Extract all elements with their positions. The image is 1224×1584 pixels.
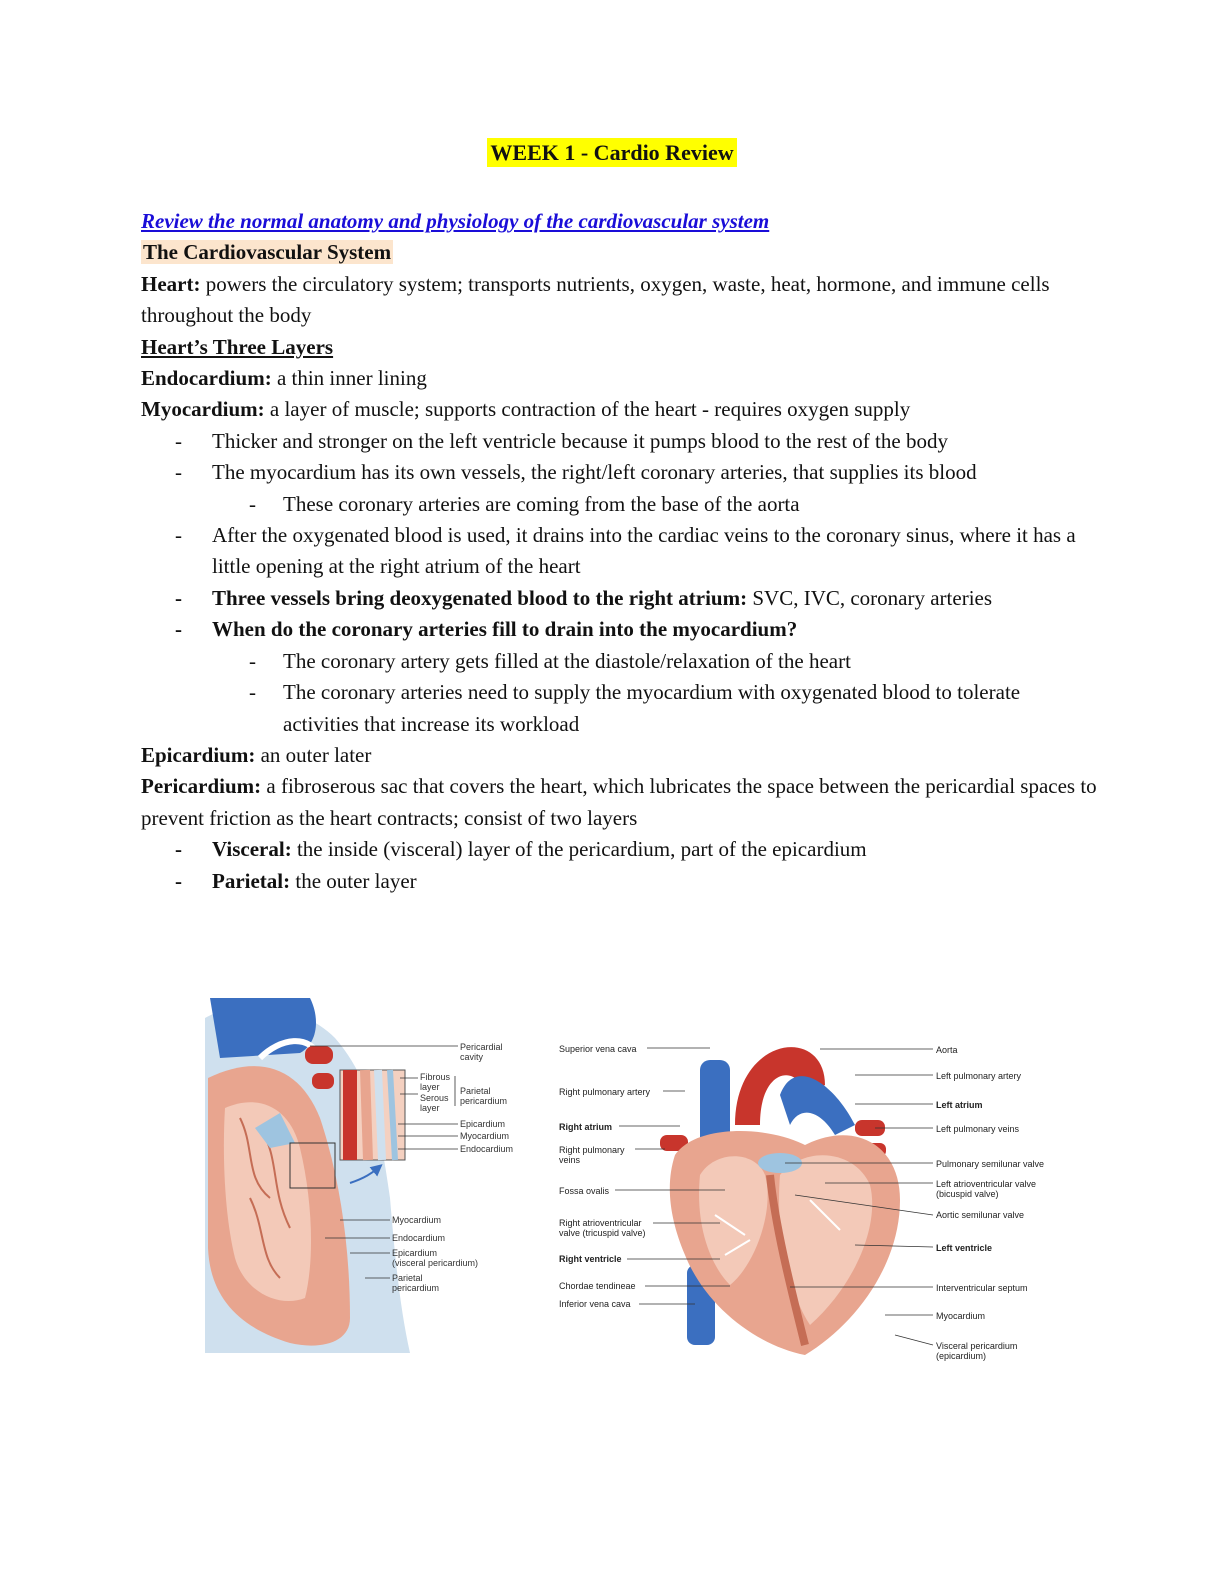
label-epicardium: Epicardium [460,1119,506,1129]
label-myocardium-r: Myocardium [936,1311,986,1321]
vessel-red-2 [312,1073,334,1089]
sub-list-item: - The coronary arteries need to supply the myocardium with oxygenated blood to tolerate activities that increase its workload [249,680,1021,736]
list-item: - Thicker and stronger on the left ventricle because it pumps blood to the rest of the body [175,428,948,453]
label-chordae: Chordae tendineae [559,1281,636,1291]
label-fibrous-layer: Fibrous [420,1072,451,1082]
label-rpa: Right pulmonary artery [559,1087,651,1097]
svg-text:pericardium: pericardium [460,1096,508,1106]
label-endocardium: Endocardium [460,1144,514,1154]
label-visceral-pericardium: Visceral pericardium [936,1341,1018,1351]
svg-text:(bicuspid valve): (bicuspid valve) [936,1189,999,1199]
list-item: - When do the coronary arteries fill to drain into the myocardium? [175,617,798,642]
label-septum: Interventricular septum [936,1283,1028,1293]
label-epicardium-b: Epicardium [392,1248,438,1258]
list-item: - The myocardium has its own vessels, the right/left coronary arteries, that supplies its blood [175,460,977,485]
pericardium-definition: Pericardium: a fibroserous sac that covers the heart, which lubricates the space between the pericardial spaces to prevent friction as the heart contracts; consist of two layers [141,774,1097,830]
label-rpv: Right pulmonary [559,1145,625,1155]
page-title: WEEK 1 - Cardio Review [487,138,736,167]
heart-wall-illustration [200,998,530,1353]
svg-text:(epicardium): (epicardium) [936,1351,987,1361]
label-lpa: Left pulmonary artery [936,1071,1022,1081]
label-right-ventricle: Right ventricle [559,1254,622,1264]
label-myocardium: Myocardium [460,1131,510,1141]
layers-heading: Heart’s Three Layers [141,334,334,359]
label-left-ventricle: Left ventricle [936,1243,993,1253]
heart-definition: Heart: powers the circulatory system; transports nutrients, oxygen, waste, heat, hormone, and immune cells throughout the body [141,271,1050,328]
svg-text:layer: layer [420,1103,440,1113]
objective-link[interactable]: Review the normal anatomy and physiology of the cardiovascular system [141,209,770,233]
label-aortic-valve: Aortic semilunar valve [936,1210,1025,1220]
heart-wall-figure [200,998,530,1353]
svg-text:layer: layer [420,1082,440,1092]
section-title: The Cardiovascular System [143,240,392,265]
label-serous-layer: Serous [420,1093,449,1103]
list-item: - Parietal: the outer layer [175,868,417,893]
endocardium-definition: Endocardium: a thin inner lining [141,366,427,391]
notes-body [141,206,1101,897]
label-myocardium-b: Myocardium [392,1215,442,1225]
label-pulmonary-valve: Pulmonary semilunar valve [936,1159,1045,1169]
svg-text:cavity: cavity [460,1052,484,1062]
great-vessel-blue [210,998,316,1058]
label-lpv: Left pulmonary veins [936,1124,1020,1134]
label-pericardial-cavity: Pericardial [460,1042,503,1052]
heart-chambers-illustration [555,1025,1065,1370]
svg-text:pericardium: pericardium [392,1283,440,1293]
label-bicuspid: Left atrioventricular valve [936,1179,1037,1189]
list-item: - Three vessels bring deoxygenated blood to the right atrium: SVC, IVC, coronary arteries [175,585,993,610]
label-aorta: Aorta [936,1045,958,1055]
sub-list-item: - These coronary arteries are coming from the base of the aorta [249,491,800,516]
list-item: - After the oxygenated blood is used, it drains into the cardiac veins to the coronary sinus, where it has a little opening at the right atrium of the heart [175,523,1076,579]
svg-text:veins: veins [559,1155,581,1165]
vessel-red-1 [305,1046,333,1064]
svg-text:(visceral pericardium): (visceral pericardium) [392,1258,479,1268]
svg-text:valve (tricuspid valve): valve (tricuspid valve) [559,1228,646,1238]
myocardium-definition: Myocardium: a layer of muscle; supports contraction of the heart - requires oxygen supply [141,397,911,422]
label-endocardium-b: Endocardium [392,1233,446,1243]
list-item: - Visceral: the inside (visceral) layer of the pericardium, part of the epicardium [175,837,867,862]
label-parietal-pericardium: Parietal [460,1086,491,1096]
heart-chambers-figure [555,1025,1065,1370]
label-fossa-ovalis: Fossa ovalis [559,1186,610,1196]
label-left-atrium: Left atrium [936,1100,983,1110]
label-ivc: Inferior vena cava [559,1299,631,1309]
title-wrap [0,140,1224,166]
epicardium-definition: Epicardium: an outer later [141,742,372,767]
label-svc: Superior vena cava [559,1044,637,1054]
label-right-atrium: Right atrium [559,1122,612,1132]
sub-list-item: - The coronary artery gets filled at the diastole/relaxation of the heart [249,648,851,673]
label-parietal-pericardium-b: Parietal [392,1273,423,1283]
label-tricuspid: Right atrioventricular [559,1218,642,1228]
